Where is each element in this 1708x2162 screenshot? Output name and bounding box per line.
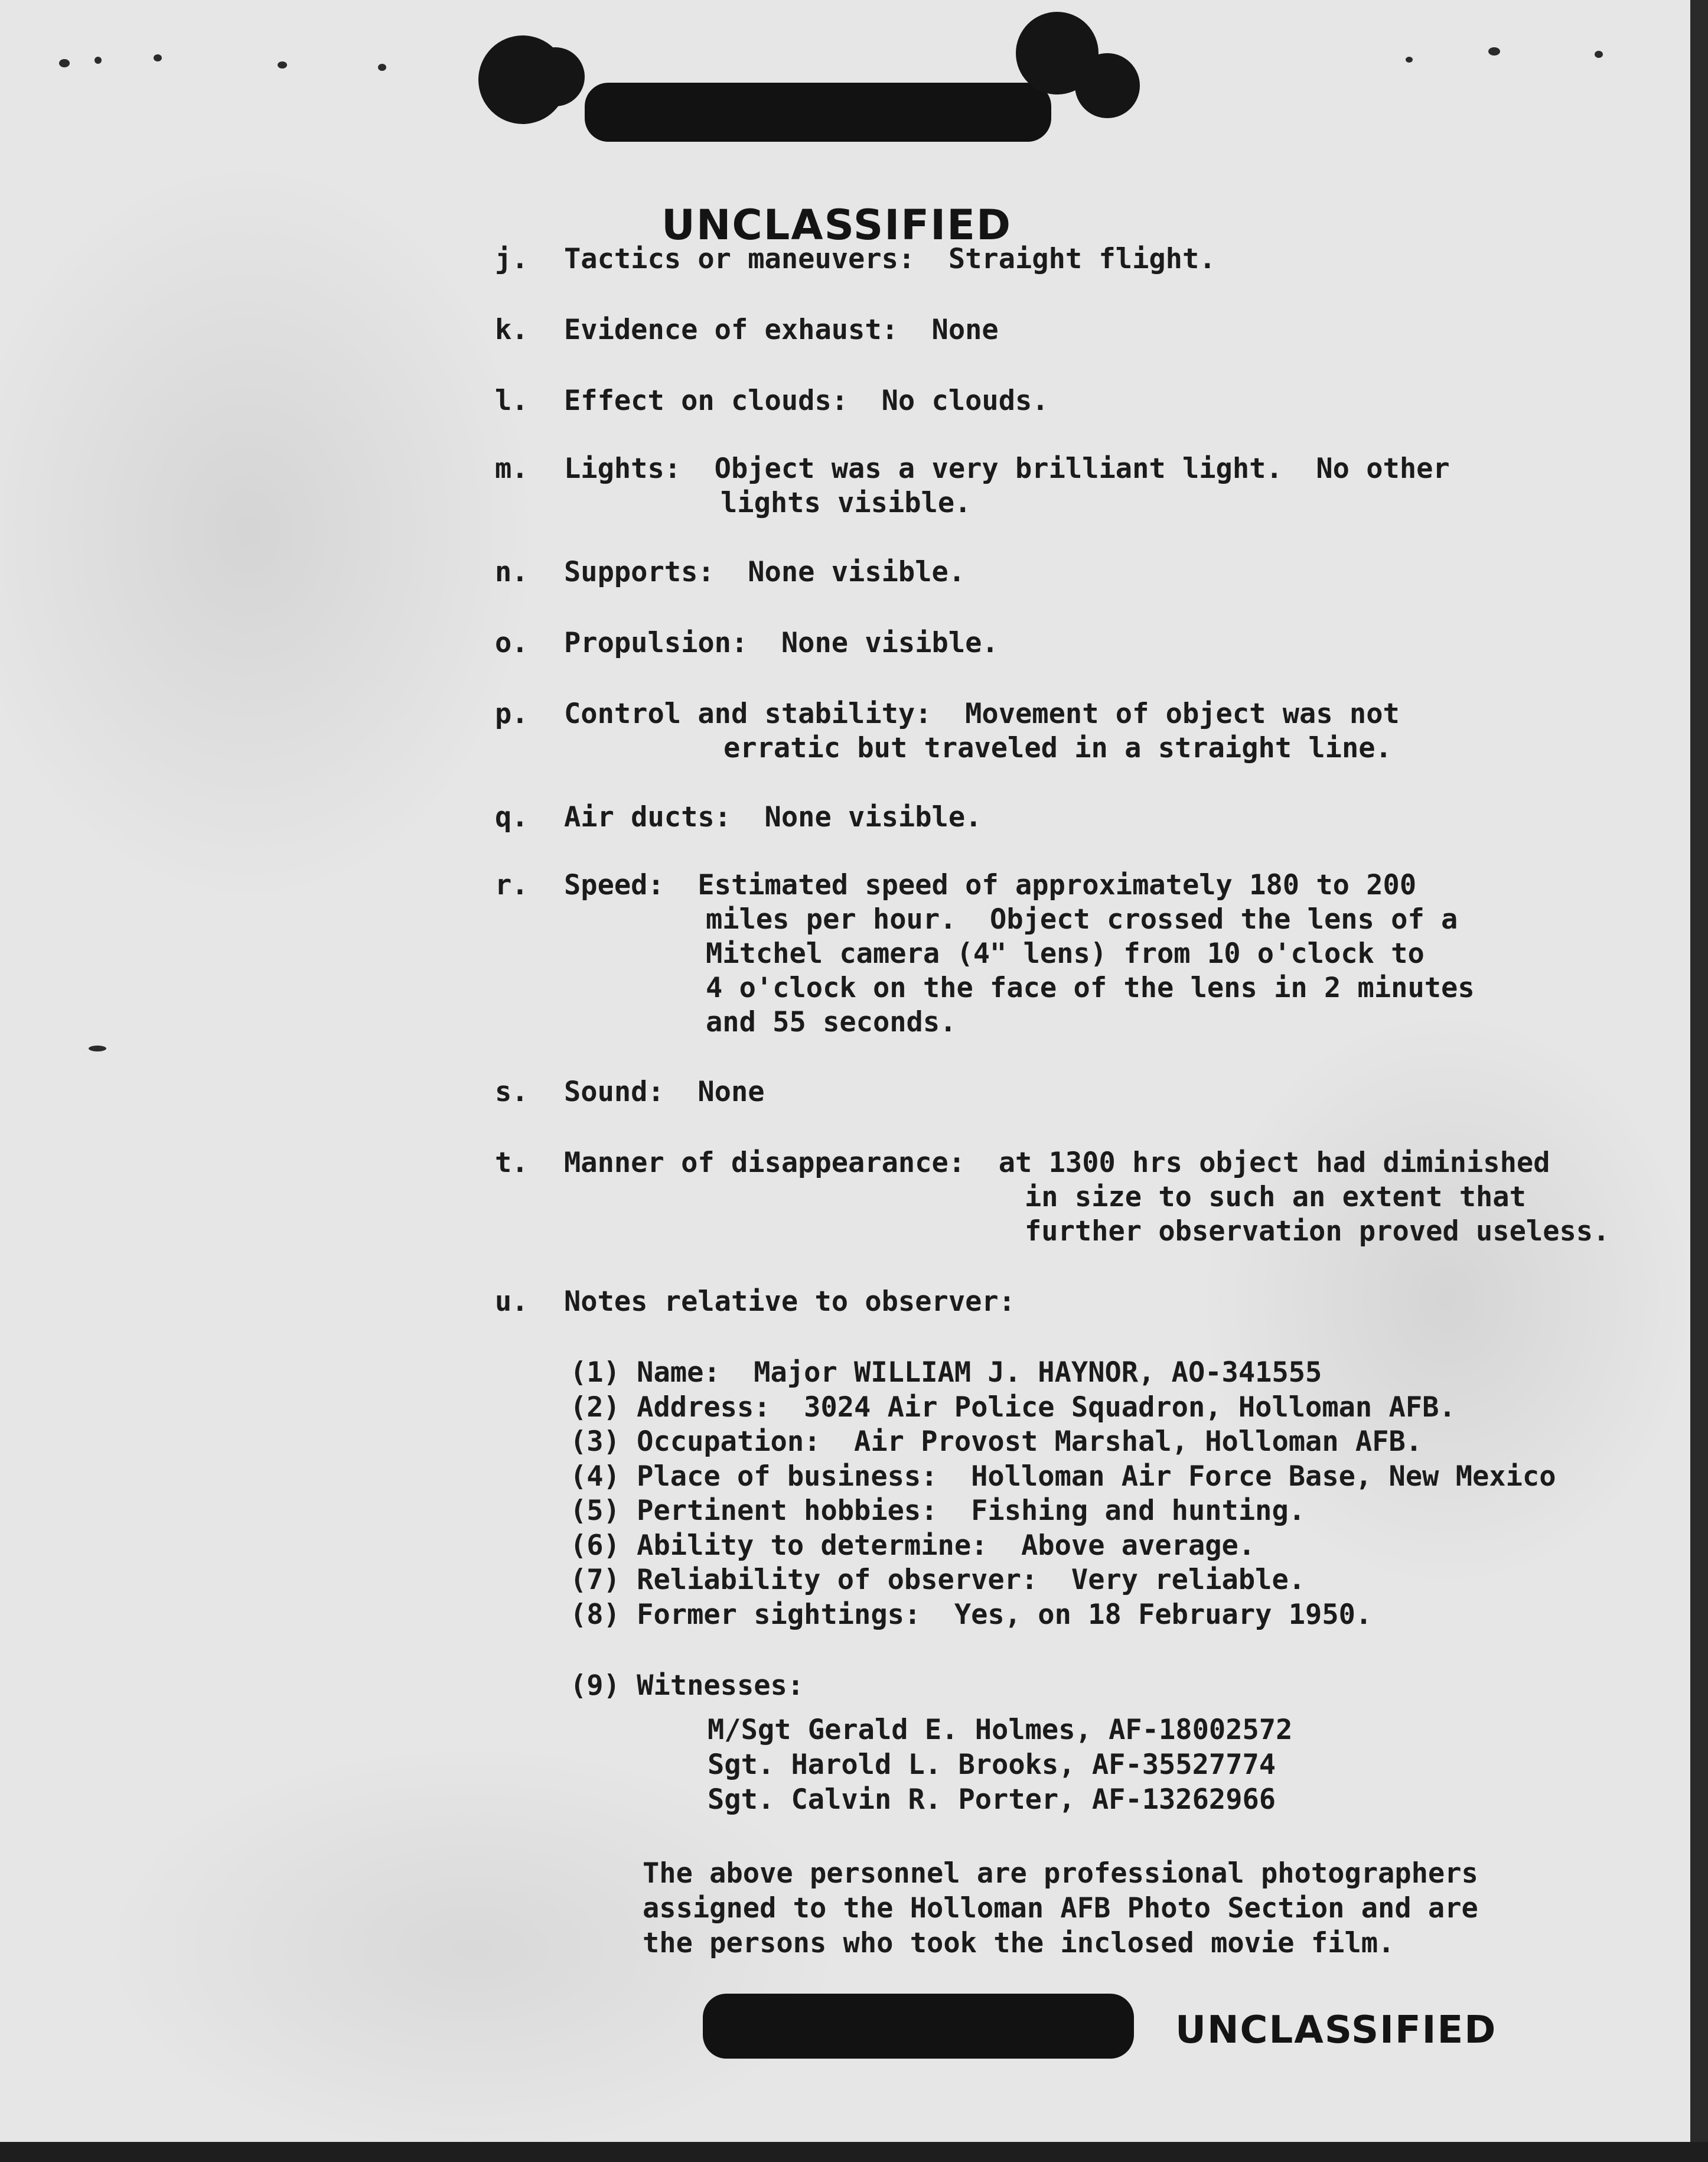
item-mark: u. [495, 1285, 529, 1318]
item-text: Tactics or maneuvers: Straight flight. [564, 243, 1216, 275]
item-text-continuation: miles per hour. Object crossed the lens of a [706, 903, 1458, 936]
item-mark: k. [495, 314, 529, 346]
item-text-continuation: 4 o'clock on the face of the lens in 2 minutes [706, 972, 1475, 1004]
item-text-continuation: and 55 seconds. [706, 1006, 957, 1038]
item-text-continuation: Mitchel camera (4" lens) from 10 o'clock to [706, 937, 1425, 970]
item-mark: q. [495, 801, 529, 833]
item-mark: p. [495, 698, 529, 730]
item-text: Sound: None [564, 1076, 765, 1108]
item-mark: l. [495, 385, 529, 417]
item-mark: r. [495, 869, 529, 901]
speck [1406, 57, 1413, 63]
item-text: Effect on clouds: No clouds. [564, 385, 1049, 417]
item-mark: j. [495, 243, 529, 275]
item-mark: t. [495, 1147, 529, 1179]
item-text-continuation: lights visible. [721, 487, 972, 519]
classification-stamp-header: UNCLASSIFIED [661, 201, 1012, 249]
speck [278, 61, 287, 69]
observer-note: (4) Place of business: Holloman Air Force Base, New Mexico [570, 1460, 1556, 1493]
item-text: Manner of disappearance: at 1300 hrs object had diminished [564, 1147, 1550, 1179]
item-mark: n. [495, 556, 529, 588]
item-text-continuation: further observation proved useless. [1025, 1215, 1610, 1248]
speck [89, 1046, 106, 1051]
observer-note: (1) Name: Major WILLIAM J. HAYNOR, AO-341555 [570, 1356, 1322, 1389]
witness-entry: M/Sgt Gerald E. Holmes, AF-18002572 [708, 1714, 1293, 1746]
observer-note: (5) Pertinent hobbies: Fishing and hunting. [570, 1494, 1306, 1527]
item-mark: o. [495, 627, 529, 659]
item-text: Air ducts: None visible. [564, 801, 982, 833]
item-text: Lights: Object was a very brilliant light. No other [564, 452, 1450, 485]
speck [1488, 47, 1500, 56]
closing-line: the persons who took the inclosed movie film. [643, 1927, 1395, 1959]
closing-line: The above personnel are professional photographers [643, 1857, 1478, 1890]
item-text: Propulsion: None visible. [564, 627, 999, 659]
witnesses-heading: (9) Witnesses: [570, 1669, 804, 1702]
item-text: Evidence of exhaust: None [564, 314, 999, 346]
item-mark: s. [495, 1076, 529, 1108]
item-text-continuation: erratic but traveled in a straight line. [723, 732, 1392, 764]
speck [1595, 51, 1603, 58]
ink-blot-left-small [526, 47, 585, 106]
ink-blot-right-small [1075, 53, 1140, 118]
speck [154, 54, 162, 61]
speck [378, 64, 386, 71]
redaction-bar-top [585, 83, 1051, 142]
classification-stamp-footer: UNCLASSIFIED [1175, 2008, 1497, 2052]
witness-entry: Sgt. Calvin R. Porter, AF-13262966 [708, 1783, 1276, 1816]
item-text: Speed: Estimated speed of approximately 180 to 200 [564, 869, 1417, 901]
observer-note: (6) Ability to determine: Above average. [570, 1529, 1256, 1562]
speck [59, 59, 70, 67]
item-text: Supports: None visible. [564, 556, 966, 588]
scan-edge-bottom [0, 2142, 1708, 2162]
observer-note: (8) Former sightings: Yes, on 18 February 1950. [570, 1598, 1373, 1631]
item-mark: m. [495, 452, 529, 485]
item-text: Control and stability: Movement of object was not [564, 698, 1400, 730]
witness-entry: Sgt. Harold L. Brooks, AF-35527774 [708, 1749, 1276, 1781]
redaction-bar-bottom [703, 1994, 1134, 2059]
scan-edge-right [1690, 0, 1708, 2162]
item-text: Notes relative to observer: [564, 1285, 1016, 1318]
item-text-continuation: in size to such an extent that [1025, 1181, 1526, 1213]
closing-line: assigned to the Holloman AFB Photo Section and are [643, 1892, 1478, 1925]
observer-note: (2) Address: 3024 Air Police Squadron, Holloman AFB. [570, 1391, 1456, 1424]
observer-note: (3) Occupation: Air Provost Marshal, Holloman AFB. [570, 1425, 1423, 1458]
observer-note: (7) Reliability of observer: Very reliable. [570, 1564, 1306, 1596]
speck [94, 57, 102, 64]
